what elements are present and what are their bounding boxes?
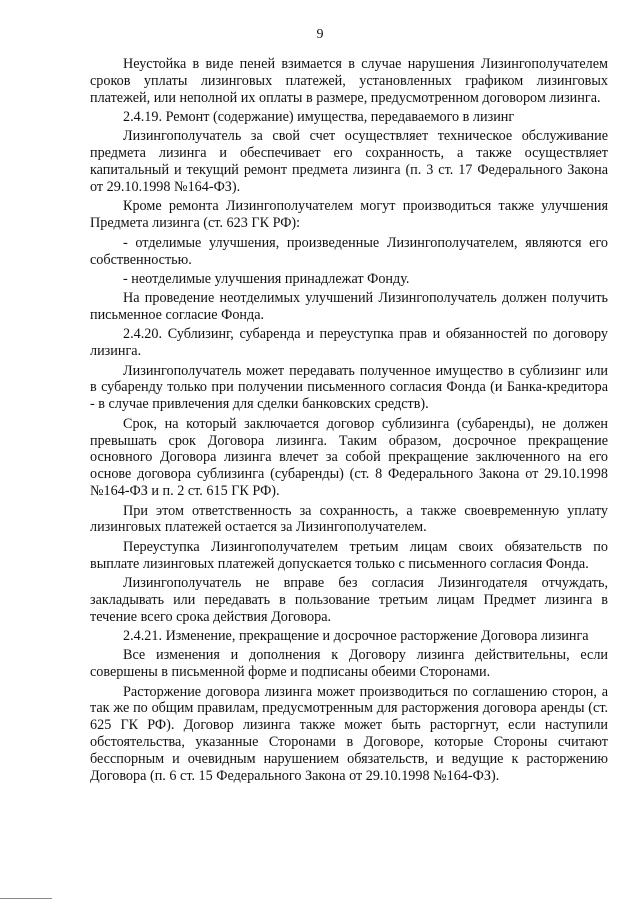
paragraph-consent-required: На проведение неотделимых улучшений Лизингополучатель должен получить письменное согласие Фонда. (90, 290, 608, 324)
paragraph-alienation: Лизингополучатель не вправе без согласия Лизингодателя отчуждать, закладывать или передавать в пользование третьим лицам Предмет лизинга в течение всего срока действия Договора. (90, 574, 608, 625)
paragraph-penalty: Неустойка в виде пеней взимается в случае нарушения Лизингополучателем сроков уплаты лизинговых платежей, установленных графиком лизинговых платежей, или неполной их оплаты в размере, предусмотренном договором лизинга. (90, 56, 608, 106)
section-heading-2-4-21: 2.4.21. Изменение, прекращение и досрочное расторжение Договора лизинга (123, 628, 589, 645)
section-heading-2-4-20: 2.4.20. Сублизинг, субаренда и переуступка прав и обязанностей по договору лизинга. (90, 326, 608, 360)
document-body (90, 56, 608, 785)
page-number: 9 (316, 27, 324, 42)
paragraph-assignment: Переуступка Лизингополучателем третьим лицам своих обязательств по выплате лизинговых платежей допускается только с письменного согласия Фонда. (90, 538, 608, 572)
paragraph-maintenance: Лизингополучатель за свой счет осуществляет техническое обслуживание предмета лизинга и обеспечивает его сохранность, а также осуществляет капитальный и текущий ремонт предмета лизинга (п. 3 ст. 17 Федерального Закона от 29.10.1998 №164-ФЗ). (90, 128, 608, 196)
paragraph-improvements: Кроме ремонта Лизингополучателем могут производиться также улучшения Предмета лизинга (ст. 623 ГК РФ): (90, 198, 608, 232)
list-item-inseparable-improvements: - неотделимые улучшения принадлежат Фонду. (123, 270, 410, 287)
section-heading-2-4-19: 2.4.19. Ремонт (содержание) имущества, передаваемого в лизинг (123, 109, 515, 126)
paragraph-termination: Расторжение договора лизинга может производиться по соглашению сторон, а так же по общим правилам, предусмотренным для расторжения договора аренды (ст. 625 ГК РФ). Договор лизинга также может быть расторгнут, если наступили обстоятельства, указанные Сторонами в Договоре, которые Стороны считают бесспорным и очевидным нарушением обязательств, и ведущие к расторжению Договора (п. 6 ст. 15 Федерального Закона от 29.10.1998 №164-ФЗ). (90, 683, 608, 785)
list-item-separable-improvements: - отделимые улучшения, произведенные Лизингополучателем, являются его собственностью. (90, 234, 608, 268)
paragraph-sublease-term: Срок, на который заключается договор сублизинга (субаренды), не должен превышать срок Договора лизинга. Таким образом, досрочное прекращение основного Договора лизинга влечет за собой прекращение заключенного на его основе договора сублизинга (субаренды) (ст. 8 Федерального Закона от 29.10.1998 №164-ФЗ и п. 2 ст. 615 ГК РФ). (90, 415, 608, 500)
paragraph-subleasing: Лизингополучатель может передавать полученное имущество в сублизинг или в субаренду только при получении письменного согласия Фонда (и Банка-кредитора - в случае привлечения для сделки банковских средств). (90, 362, 608, 413)
paragraph-amendments: Все изменения и дополнения к Договору лизинга действительны, если совершены в письменной форме и подписаны обеими Сторонами. (90, 647, 608, 681)
footer-divider (0, 898, 52, 899)
paragraph-responsibility: При этом ответственность за сохранность, а также своевременную уплату лизинговых платежей остается за Лизингополучателем. (90, 502, 608, 536)
